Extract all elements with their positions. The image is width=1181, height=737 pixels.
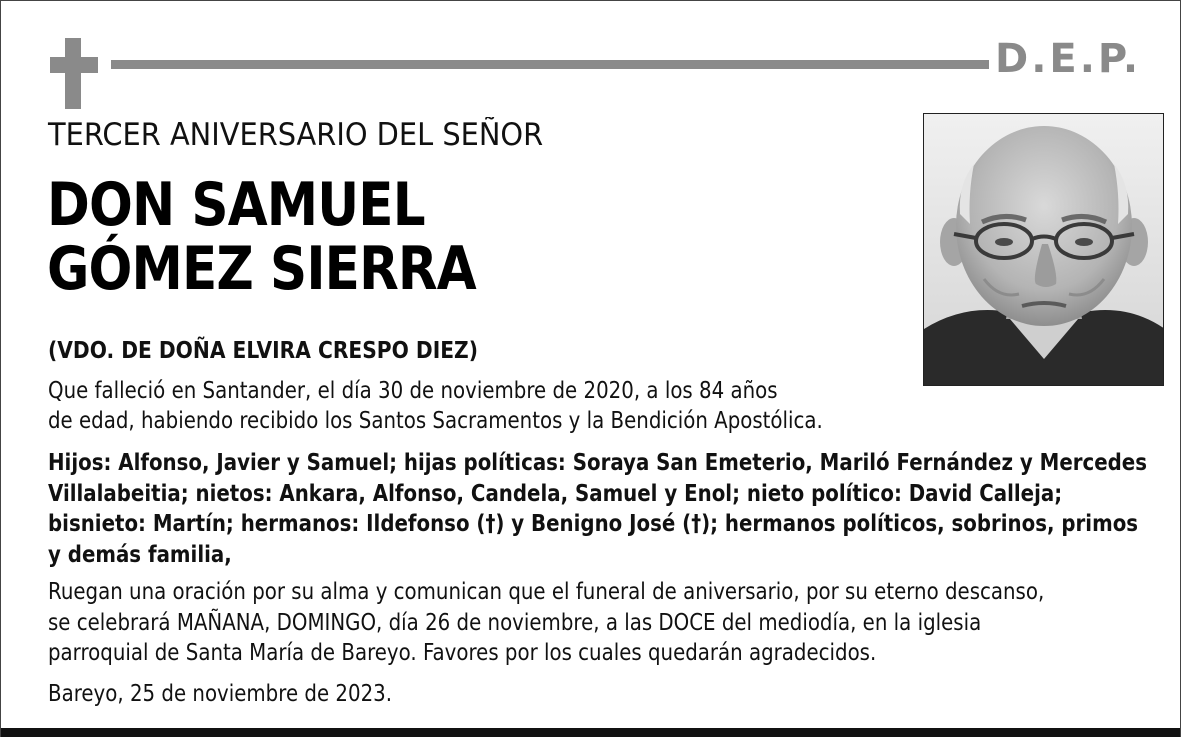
request-paragraph [48, 577, 1044, 669]
family-line: y demás familia, [48, 541, 232, 568]
header-rule [111, 60, 989, 69]
widower-of-line: (VDO. DE DOÑA ELVIRA CRESPO DIEZ) [48, 338, 478, 364]
bottom-rule [1, 728, 1180, 737]
portrait-photo [923, 113, 1164, 386]
death-line: de edad, habiendo recibido los Santos Sacramentos y la Bendición Apostólica. [48, 408, 823, 434]
family-paragraph [48, 448, 1147, 570]
place-date: Bareyo, 25 de noviembre de 2023. [48, 681, 393, 707]
dep-label: D.E.P. [995, 36, 1142, 82]
name-line-1: DON SAMUEL [47, 170, 425, 240]
portrait-illustration [924, 114, 1164, 386]
name-line-2: GÓMEZ SIERRA [47, 234, 476, 304]
request-line: parroquial de Santa María de Bareyo. Favores por los cuales quedarán agradecidos. [48, 640, 877, 666]
family-line: Villalabeitia; nietos: Ankara, Alfonso, Candela, Samuel y Enol; nieto político: David Calleja; [48, 480, 1063, 507]
death-paragraph [48, 376, 823, 436]
request-line: se celebrará MAÑANA, DOMINGO, día 26 de noviembre, a las DOCE del mediodía, en la iglesia [48, 609, 982, 636]
cross-horizontal-bar [50, 57, 98, 73]
request-line: Ruegan una oración por su alma y comunican que el funeral de aniversario, por su eterno descanso, [48, 579, 1045, 605]
death-line: Que falleció en Santander, el día 30 de noviembre de 2020, a los 84 años [48, 378, 778, 404]
cross-vertical-bar [65, 38, 81, 109]
anniversary-subtitle: TERCER ANIVERSARIO DEL SEÑOR [48, 117, 544, 153]
family-line: Hijos: Alfonso, Javier y Samuel; hijas políticas: Soraya San Emeterio, Mariló Fernández y Mercedes [48, 450, 1147, 476]
deceased-name [47, 170, 476, 304]
family-line: bisnieto: Martín; hermanos: Ildefonso (†) y Benigno José (†); hermanos políticos, sobrinos, primos [48, 511, 1139, 537]
